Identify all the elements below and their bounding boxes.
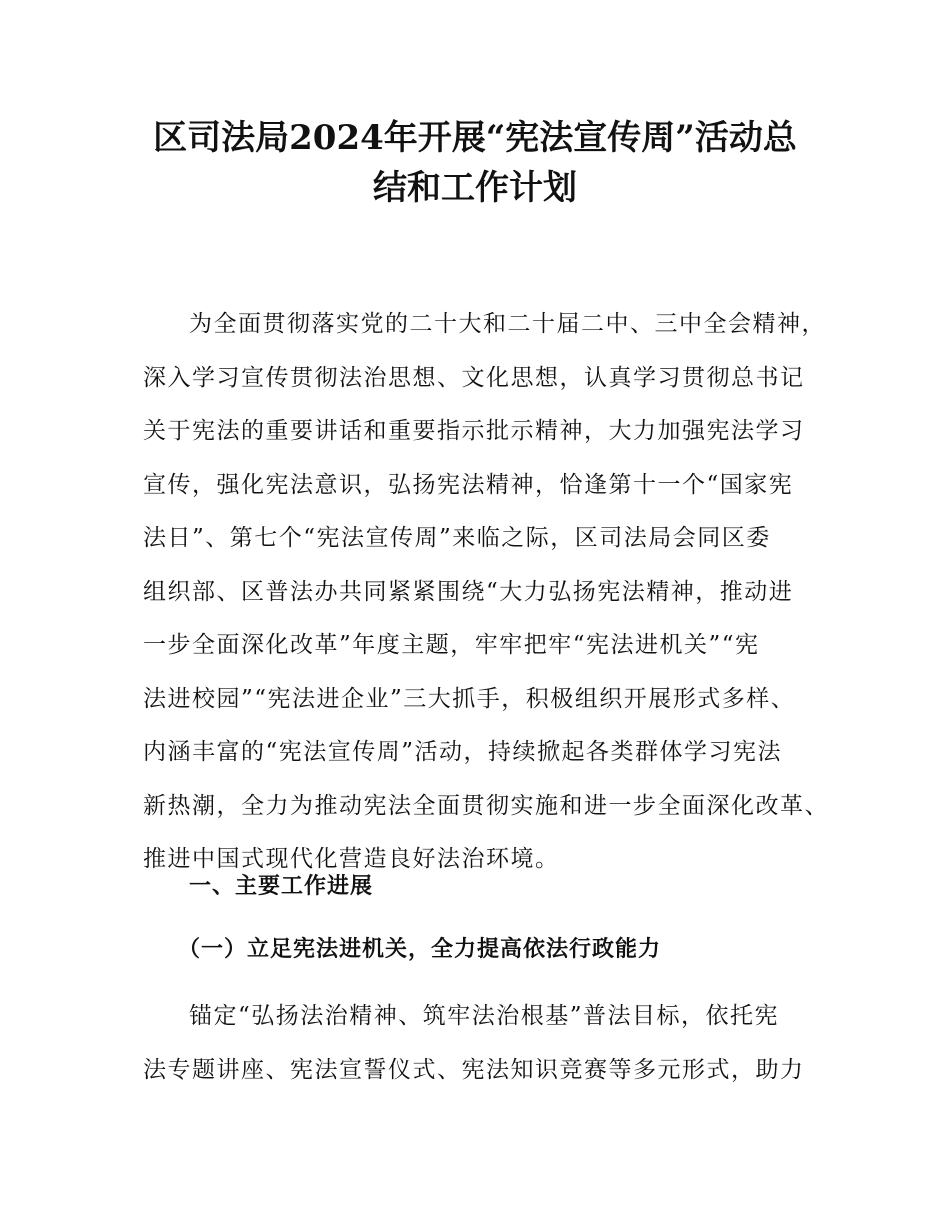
paragraph-line: 组织部、区普法办共同紧紧围绕“大力弘扬宪法精神，推动进 (143, 578, 794, 605)
section-heading: 一、主要工作进展 (189, 874, 374, 899)
paragraph-line: 法专题讲座、宪法宣誓仪式、宪法知识竞赛等多元形式，助力 (143, 1056, 805, 1083)
document-title-line-1: 区司法局2024年开展“宪法宣传周”活动总 (153, 118, 797, 158)
document-title-line-2: 结和工作计划 (373, 168, 577, 208)
paragraph-line: 法进校园”“宪法进企业”三大抓手，积极组织开展形式多样、 (143, 685, 796, 712)
paragraph-line: 关于宪法的重要讲话和重要指示批示精神，大力加强宪法学习 (143, 418, 805, 444)
paragraph-line: 宣传，强化宪法意识，弘扬宪法精神，恰逢第十一个“国家宪 (143, 471, 794, 498)
paragraph-line: 深入学习宣传贯彻法治思想、文化思想，认真学习贯彻总书记 (143, 364, 805, 391)
section-paragraph (143, 990, 843, 1097)
paragraph-line: 新热潮，全力为推动宪法全面贯彻实施和进一步全面深化改革、 (143, 792, 829, 819)
paragraph-line: 锚定“弘扬法治精神、筑牢法治根基”普法目标，依托宪 (189, 1003, 780, 1029)
intro-paragraph (143, 298, 843, 887)
subsection-heading: （一）立足宪法进机关，全力提高依法行政能力 (178, 937, 662, 962)
paragraph-line: 一步全面深化改革”年度主题，牢牢把牢“宪法进机关”“宪 (143, 632, 760, 658)
paragraph-line: 推进中国式现代化营造良好法治环境。 (143, 846, 560, 872)
paragraph-line: 为全面贯彻落实党的二十大和二十届二中、三中全会精神， (189, 311, 826, 337)
paragraph-line: 法日”、第七个“宪法宣传周”来临之际，区司法局会同区委 (143, 525, 771, 551)
paragraph-line: 内涵丰富的“宪法宣传周”活动，持续掀起各类群体学习宪法 (143, 739, 783, 765)
